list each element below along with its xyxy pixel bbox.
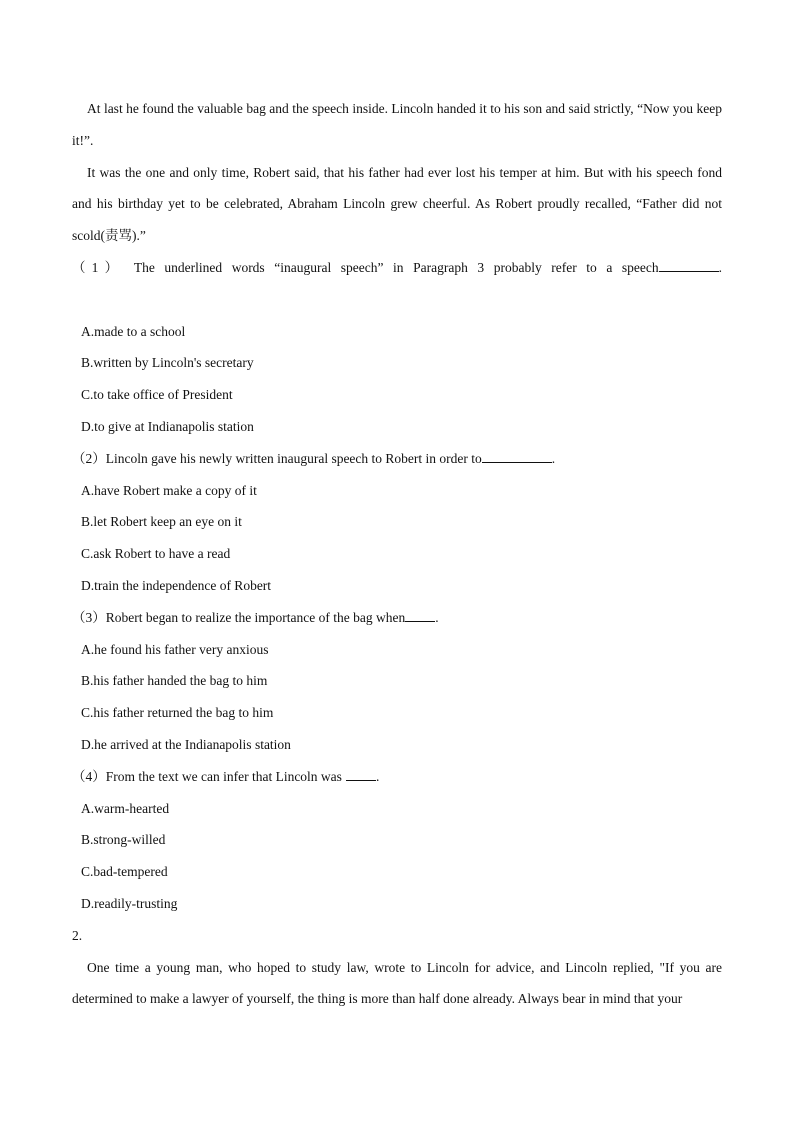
passage-paragraph-1: At last he found the valuable bag and the speech inside. Lincoln handed it to his son and said strictly, “Now you keep it!”. bbox=[72, 101, 722, 148]
question-2-option-c: C.ask Robert to have a read bbox=[81, 546, 231, 562]
question-1-end: . bbox=[718, 259, 722, 275]
section-2-paragraph: One time a young man, who hoped to study law, wrote to Lincoln for advice, and Lincoln replied, "If you are determined to make a lawyer of yourself, the thing is more than half done already. Always bear in mind that your bbox=[72, 959, 722, 1007]
question-3 bbox=[72, 602, 722, 634]
question-3-end: . bbox=[435, 609, 439, 625]
spacer bbox=[72, 284, 722, 316]
question-2-option-b: B.let Robert keep an eye on it bbox=[81, 514, 242, 530]
question-2-option-a: A.have Robert make a copy of it bbox=[81, 482, 257, 498]
section-2-number: 2. bbox=[72, 927, 83, 943]
question-3-option-a: A.he found his father very anxious bbox=[81, 641, 269, 657]
question-3-option-d: D.he arrived at the Indianapolis station bbox=[81, 736, 291, 752]
answer-blank bbox=[346, 766, 376, 781]
question-4-option-a: A.warm-hearted bbox=[81, 800, 170, 816]
question-1 bbox=[72, 252, 722, 284]
answer-blank bbox=[405, 607, 435, 622]
question-4-stem: （4）From the text we can infer that Lincoln was bbox=[72, 768, 342, 784]
question-4-option-c: C.bad-tempered bbox=[81, 864, 168, 880]
answer-blank bbox=[482, 448, 552, 463]
question-1-option-a: A.made to a school bbox=[81, 323, 186, 339]
question-2 bbox=[72, 443, 722, 475]
question-3-option-c: C.his father returned the bag to him bbox=[81, 705, 274, 721]
question-4-option-b: B.strong-willed bbox=[81, 832, 166, 848]
question-1-option-d: D.to give at Indianapolis station bbox=[81, 418, 254, 434]
question-4 bbox=[72, 761, 722, 793]
question-2-option-d: D.train the independence of Robert bbox=[81, 577, 272, 593]
question-4-end: . bbox=[375, 768, 380, 784]
answer-blank bbox=[659, 257, 719, 272]
question-3-option-b: B.his father handed the bag to him bbox=[81, 673, 268, 689]
question-2-stem: （2）Lincoln gave his newly written inaugural speech to Robert in order to bbox=[72, 450, 482, 466]
passage-paragraph-2: It was the one and only time, Robert said, that his father had ever lost his temper at him. But with his speech fond and his birthday yet to be celebrated, Abraham Lincoln grew cheerful. As Robert proudly recalled, “Father did not scold(责骂).” bbox=[72, 164, 722, 244]
question-1-option-c: C.to take office of President bbox=[81, 387, 233, 403]
document-content bbox=[72, 93, 722, 1015]
question-2-end: . bbox=[551, 450, 556, 466]
question-1-stem: （1） The underlined words “inaugural speech” in Paragraph 3 probably refer to a speech bbox=[72, 259, 659, 275]
question-4-option-d: D.readily-trusting bbox=[81, 895, 178, 911]
question-3-stem: （3）Robert began to realize the importance of the bag when bbox=[72, 609, 406, 625]
question-1-option-b: B.written by Lincoln's secretary bbox=[81, 355, 254, 371]
